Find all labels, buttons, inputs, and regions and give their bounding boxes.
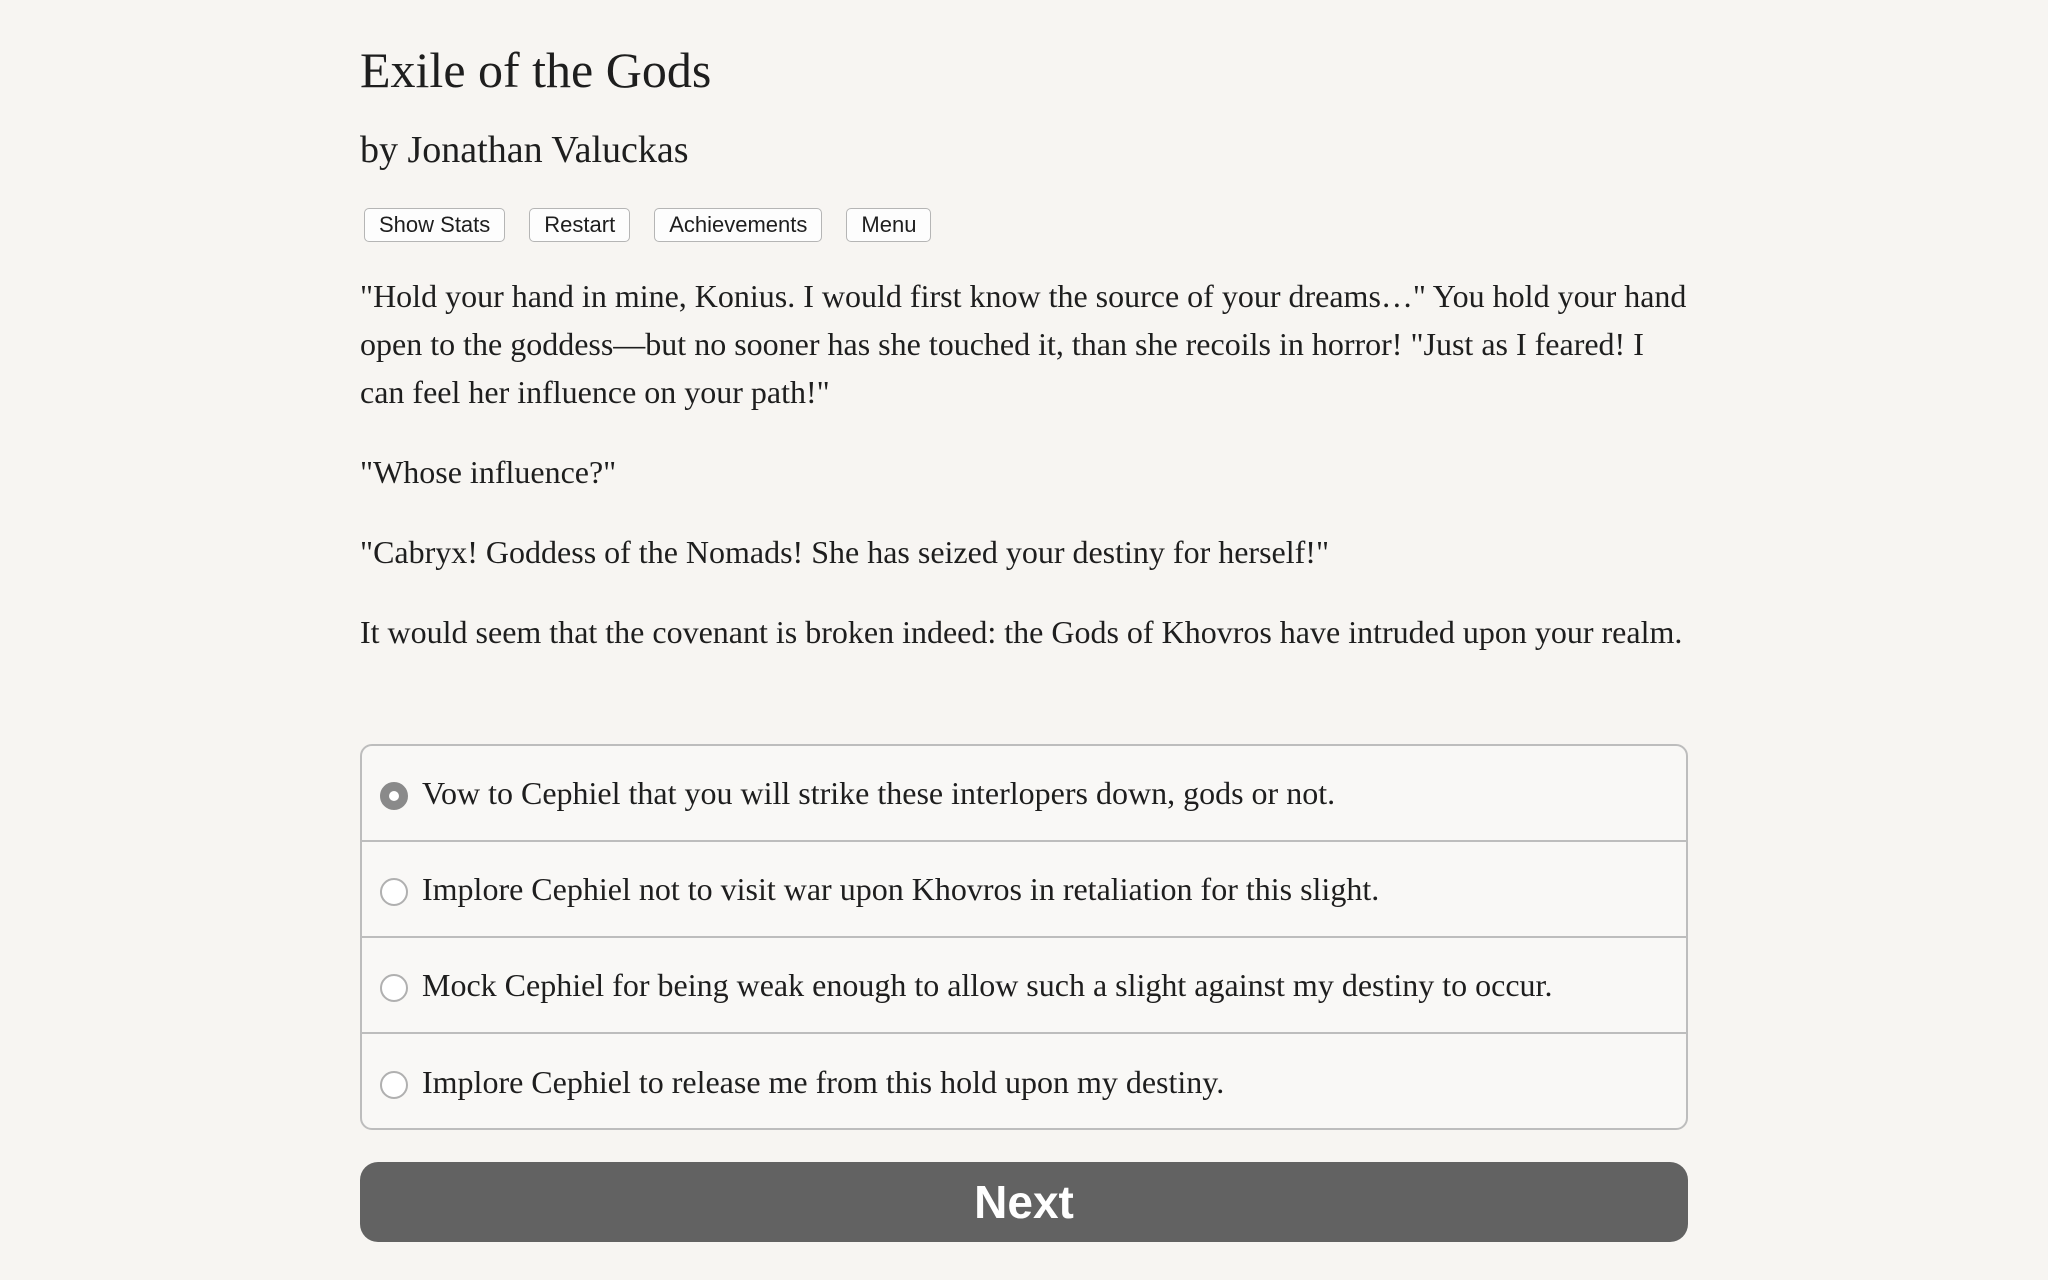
achievements-button[interactable]: Achievements	[654, 208, 822, 242]
choice-label: Mock Cephiel for being weak enough to allow such a slight against my destiny to occur.	[422, 966, 1553, 1003]
passage-paragraph: "Whose influence?"	[360, 454, 617, 490]
choice-option-implore-release[interactable]	[362, 1034, 1686, 1130]
choice-list	[360, 744, 1688, 1130]
choice-option-implore-no-war[interactable]	[362, 842, 1686, 938]
radio-unselected-icon[interactable]	[380, 878, 408, 906]
choice-label: Implore Cephiel not to visit war upon Khovros in retaliation for this slight.	[422, 870, 1380, 907]
game-author: by Jonathan Valuckas	[360, 129, 689, 171]
toolbar	[364, 208, 955, 242]
restart-button[interactable]: Restart	[529, 208, 630, 242]
radio-unselected-icon[interactable]	[380, 974, 408, 1002]
menu-button[interactable]: Menu	[846, 208, 931, 242]
radio-unselected-icon[interactable]	[380, 1071, 408, 1099]
choice-label: Implore Cephiel to release me from this hold upon my destiny.	[422, 1063, 1225, 1100]
story-passage	[360, 272, 1688, 688]
show-stats-button[interactable]: Show Stats	[364, 208, 505, 242]
next-button[interactable]: Next	[360, 1162, 1688, 1242]
game-title: Exile of the Gods	[360, 42, 712, 98]
passage-paragraph: It would seem that the covenant is broken indeed: the Gods of Khovros have intruded upon your realm.	[360, 614, 1683, 650]
passage-paragraph: "Hold your hand in mine, Konius. I would first know the source of your dreams…" You hold your hand open to the goddess—but no sooner has she touched it, than she recoils in horror! "Just as I feared! I can feel her influence on your path!"	[360, 278, 1687, 410]
passage-paragraph: "Cabryx! Goddess of the Nomads! She has seized your destiny for herself!"	[360, 534, 1329, 570]
radio-selected-icon[interactable]	[380, 782, 408, 810]
choice-option-mock[interactable]	[362, 938, 1686, 1034]
choice-option-vow[interactable]	[362, 746, 1686, 842]
choice-label: Vow to Cephiel that you will strike these interlopers down, gods or not.	[422, 774, 1336, 811]
